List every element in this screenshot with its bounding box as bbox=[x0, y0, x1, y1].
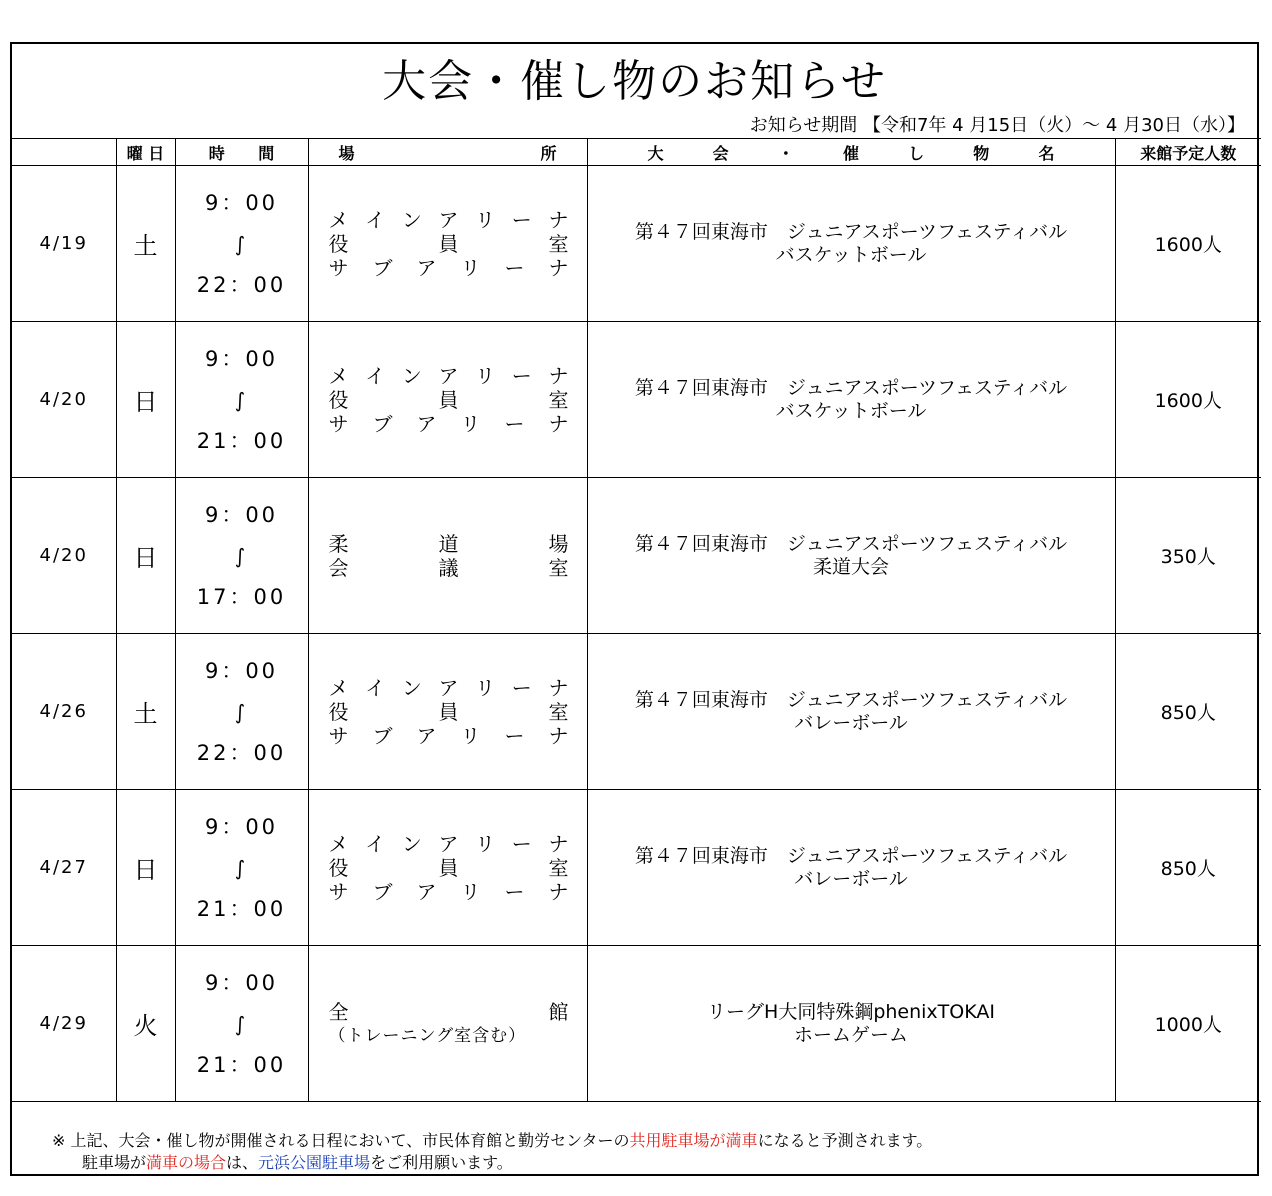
venue-char: サ bbox=[328, 879, 349, 904]
event-cell bbox=[587, 322, 1115, 478]
end-time: 21：00 bbox=[196, 428, 287, 453]
start-time: 9：00 bbox=[204, 970, 279, 995]
event-line: リーグH大同特殊鋼phenixTOKAI bbox=[707, 1000, 995, 1023]
event-cell bbox=[587, 166, 1115, 322]
venue-char: ン bbox=[401, 831, 422, 856]
venue-char: ア bbox=[438, 675, 459, 700]
venue-char: ブ bbox=[372, 255, 393, 280]
venue-char: リ bbox=[460, 411, 481, 436]
venue-char: ア bbox=[416, 723, 437, 748]
venue-char: メ bbox=[328, 207, 349, 232]
venue-char: ー bbox=[504, 879, 525, 904]
event-cell bbox=[587, 478, 1115, 634]
venue-char: 場 bbox=[548, 531, 569, 556]
venue-char: 室 bbox=[548, 231, 569, 256]
venue-char: ー bbox=[504, 255, 525, 280]
venue-cell bbox=[308, 478, 587, 634]
event-line: 第４７回東海市 ジュニアスポーツフェスティバル bbox=[634, 220, 1068, 243]
date-cell: 4/29 bbox=[12, 946, 116, 1102]
venue-char: ナ bbox=[548, 675, 569, 700]
dow-cell: 日 bbox=[116, 322, 175, 478]
venue-char: ナ bbox=[548, 831, 569, 856]
table-row bbox=[12, 946, 1261, 1102]
notice-segment: になると予測されます。 bbox=[757, 1131, 933, 1150]
header-event-char: 大 bbox=[647, 143, 664, 163]
venue-line bbox=[329, 676, 569, 700]
venue-char: ー bbox=[511, 207, 532, 232]
venue-char: リ bbox=[475, 207, 496, 232]
header-time-char: 間 bbox=[258, 143, 275, 163]
venue-char: メ bbox=[328, 363, 349, 388]
venue-char: ア bbox=[438, 207, 459, 232]
notice-segment: ※ 上記、大会・催し物が開催される日程において、市民体育館と勤労センターの bbox=[52, 1131, 630, 1150]
time-range-separator: ∫ bbox=[234, 855, 249, 880]
venue-char: 館 bbox=[548, 999, 569, 1024]
venue-line bbox=[329, 832, 569, 856]
venue-line bbox=[329, 724, 569, 748]
venue-char: ブ bbox=[372, 723, 393, 748]
start-time: 9：00 bbox=[204, 346, 279, 371]
venue-char: ー bbox=[504, 411, 525, 436]
venue-char: ブ bbox=[372, 879, 393, 904]
attendance-cell: 1600人 bbox=[1115, 166, 1261, 322]
event-cell bbox=[587, 790, 1115, 946]
venue-line bbox=[329, 232, 569, 256]
end-time: 22：00 bbox=[196, 740, 287, 765]
venue-char: ア bbox=[416, 255, 437, 280]
event-line: ホームゲーム bbox=[793, 1023, 908, 1046]
table-row bbox=[12, 322, 1261, 478]
dow-cell: 土 bbox=[116, 166, 175, 322]
venue-char: メ bbox=[328, 675, 349, 700]
attendance-cell: 350人 bbox=[1115, 478, 1261, 634]
header-date bbox=[12, 139, 116, 166]
end-time: 22：00 bbox=[196, 272, 287, 297]
time-range-separator: ∫ bbox=[234, 231, 249, 256]
venue-char: リ bbox=[460, 255, 481, 280]
venue-line bbox=[329, 556, 569, 580]
venue-char: サ bbox=[328, 411, 349, 436]
dow-cell: 火 bbox=[116, 946, 175, 1102]
time-cell bbox=[175, 634, 308, 790]
venue-char: イ bbox=[365, 363, 386, 388]
venue-char: 役 bbox=[328, 699, 349, 724]
notice-sheet bbox=[10, 42, 1259, 1176]
time-range-separator: ∫ bbox=[234, 543, 249, 568]
venue-char: 員 bbox=[438, 699, 459, 724]
header-event bbox=[587, 139, 1115, 166]
venue-char: ー bbox=[511, 831, 532, 856]
time-range-separator: ∫ bbox=[234, 387, 249, 412]
time-cell bbox=[175, 790, 308, 946]
venue-char: ナ bbox=[548, 723, 569, 748]
venue-char: イ bbox=[365, 675, 386, 700]
header-event-char: 会 bbox=[712, 143, 729, 163]
venue-cell bbox=[308, 166, 587, 322]
time-cell bbox=[175, 478, 308, 634]
date-cell: 4/26 bbox=[12, 634, 116, 790]
header-venue bbox=[308, 139, 587, 166]
start-time: 9：00 bbox=[204, 814, 279, 839]
venue-char: ナ bbox=[548, 207, 569, 232]
notice-segment: 元浜公園駐車場 bbox=[258, 1153, 371, 1172]
header-dow: 曜 日 bbox=[116, 139, 175, 166]
time-cell bbox=[175, 166, 308, 322]
dow-cell: 日 bbox=[116, 790, 175, 946]
venue-char: ー bbox=[511, 675, 532, 700]
venue-char: 員 bbox=[438, 231, 459, 256]
venue-char: ン bbox=[401, 207, 422, 232]
venue-char: 室 bbox=[548, 699, 569, 724]
venue-char: ア bbox=[438, 363, 459, 388]
parking-notice-line-2 bbox=[52, 1152, 932, 1174]
venue-char: ア bbox=[438, 831, 459, 856]
venue-char: ン bbox=[401, 363, 422, 388]
venue-line bbox=[329, 880, 569, 904]
venue-char: 役 bbox=[328, 855, 349, 880]
attendance-cell: 1600人 bbox=[1115, 322, 1261, 478]
venue-cell bbox=[308, 634, 587, 790]
venue-char: 室 bbox=[548, 855, 569, 880]
header-time bbox=[175, 139, 308, 166]
venue-char: イ bbox=[365, 831, 386, 856]
end-time: 21：00 bbox=[196, 896, 287, 921]
venue-char: ア bbox=[416, 411, 437, 436]
table-header-row bbox=[12, 139, 1261, 166]
header-event-char: 催 bbox=[842, 143, 859, 163]
header-event-char: 名 bbox=[1038, 143, 1055, 163]
event-line: 柔道大会 bbox=[812, 555, 889, 578]
page-title: 大会・催し物のお知らせ bbox=[382, 56, 887, 107]
venue-char: 員 bbox=[438, 855, 459, 880]
notice-segment: 満車の場合 bbox=[146, 1153, 227, 1172]
time-range-separator: ∫ bbox=[234, 1011, 249, 1036]
venue-char: ア bbox=[416, 879, 437, 904]
venue-char: 役 bbox=[328, 231, 349, 256]
venue-char: 室 bbox=[548, 387, 569, 412]
venue-line bbox=[329, 208, 569, 232]
notice-segment: 駐車場が bbox=[82, 1153, 147, 1172]
attendance-cell: 1000人 bbox=[1115, 946, 1261, 1102]
event-line: バスケットボール bbox=[775, 399, 927, 422]
venue-line bbox=[329, 700, 569, 724]
start-time: 9：00 bbox=[204, 502, 279, 527]
venue-char: リ bbox=[460, 723, 481, 748]
start-time: 9：00 bbox=[204, 190, 279, 215]
venue-cell bbox=[308, 946, 587, 1102]
venue-line bbox=[329, 256, 569, 280]
venue-char: 議 bbox=[438, 555, 459, 580]
notice-segment: をご利用願います。 bbox=[370, 1153, 513, 1172]
header-event-char: 物 bbox=[973, 143, 990, 163]
parking-notice bbox=[52, 1130, 932, 1174]
venue-line bbox=[329, 532, 569, 556]
time-range-separator: ∫ bbox=[234, 699, 249, 724]
table-row bbox=[12, 634, 1261, 790]
event-line: 第４７回東海市 ジュニアスポーツフェスティバル bbox=[634, 844, 1068, 867]
date-cell: 4/20 bbox=[12, 322, 116, 478]
venue-char: ー bbox=[511, 363, 532, 388]
venue-cell bbox=[308, 790, 587, 946]
venue-char: リ bbox=[475, 675, 496, 700]
notice-period: お知らせ期間 【令和7年 4 月15日（火）～ 4 月30日（水）】 bbox=[749, 115, 1245, 136]
header-time-char: 時 bbox=[208, 143, 225, 163]
time-cell bbox=[175, 322, 308, 478]
venue-char: ナ bbox=[548, 255, 569, 280]
venue-char: サ bbox=[328, 723, 349, 748]
event-line: 第４７回東海市 ジュニアスポーツフェスティバル bbox=[634, 688, 1068, 711]
table-row bbox=[12, 166, 1261, 322]
venue-line bbox=[329, 364, 569, 388]
venue-line bbox=[329, 412, 569, 436]
venue-cell bbox=[308, 322, 587, 478]
venue-char: メ bbox=[328, 831, 349, 856]
header-venue-char: 場 bbox=[338, 143, 355, 163]
venue-char: ー bbox=[504, 723, 525, 748]
dow-cell: 日 bbox=[116, 478, 175, 634]
event-line: バレーボール bbox=[794, 867, 908, 890]
start-time: 9：00 bbox=[204, 658, 279, 683]
header-event-char: ・ bbox=[777, 143, 794, 163]
venue-char: ン bbox=[401, 675, 422, 700]
time-cell bbox=[175, 946, 308, 1102]
event-line: 第４７回東海市 ジュニアスポーツフェスティバル bbox=[634, 532, 1068, 555]
venue-char: サ bbox=[328, 255, 349, 280]
event-line: バスケットボール bbox=[775, 243, 927, 266]
attendance-cell: 850人 bbox=[1115, 790, 1261, 946]
event-cell bbox=[587, 634, 1115, 790]
table-row bbox=[12, 478, 1261, 634]
venue-char: 室 bbox=[548, 555, 569, 580]
header-venue-char: 所 bbox=[540, 143, 557, 163]
notice-segment: 共用駐車場が満車 bbox=[629, 1131, 758, 1150]
table-row bbox=[12, 790, 1261, 946]
header-count: 来館予定人数 bbox=[1115, 139, 1261, 166]
venue-note: （トレーニング室含む） bbox=[328, 1025, 527, 1046]
venue-char: 全 bbox=[328, 999, 349, 1024]
dow-cell: 土 bbox=[116, 634, 175, 790]
venue-char: リ bbox=[475, 363, 496, 388]
venue-char: リ bbox=[475, 831, 496, 856]
venue-char: 道 bbox=[438, 531, 459, 556]
venue-char: 会 bbox=[328, 555, 349, 580]
end-time: 17：00 bbox=[196, 584, 287, 609]
venue-line bbox=[329, 1000, 569, 1024]
venue-char: イ bbox=[365, 207, 386, 232]
venue-char: リ bbox=[460, 879, 481, 904]
date-cell: 4/20 bbox=[12, 478, 116, 634]
attendance-cell: 850人 bbox=[1115, 634, 1261, 790]
venue-char: 柔 bbox=[328, 531, 349, 556]
events-table bbox=[12, 138, 1261, 1102]
event-cell bbox=[587, 946, 1115, 1102]
end-time: 21：00 bbox=[196, 1052, 287, 1077]
venue-char: ナ bbox=[548, 411, 569, 436]
date-cell: 4/27 bbox=[12, 790, 116, 946]
venue-line bbox=[329, 388, 569, 412]
venue-char: ナ bbox=[548, 363, 569, 388]
venue-char: ブ bbox=[372, 411, 393, 436]
venue-char: 員 bbox=[438, 387, 459, 412]
venue-char: ナ bbox=[548, 879, 569, 904]
parking-notice-line-1 bbox=[52, 1130, 932, 1152]
date-cell: 4/19 bbox=[12, 166, 116, 322]
event-line: 第４７回東海市 ジュニアスポーツフェスティバル bbox=[634, 376, 1068, 399]
venue-line bbox=[329, 856, 569, 880]
notice-segment: は、 bbox=[226, 1153, 259, 1172]
event-line: バレーボール bbox=[794, 711, 908, 734]
venue-char: 役 bbox=[328, 387, 349, 412]
header-event-char: し bbox=[908, 143, 925, 163]
